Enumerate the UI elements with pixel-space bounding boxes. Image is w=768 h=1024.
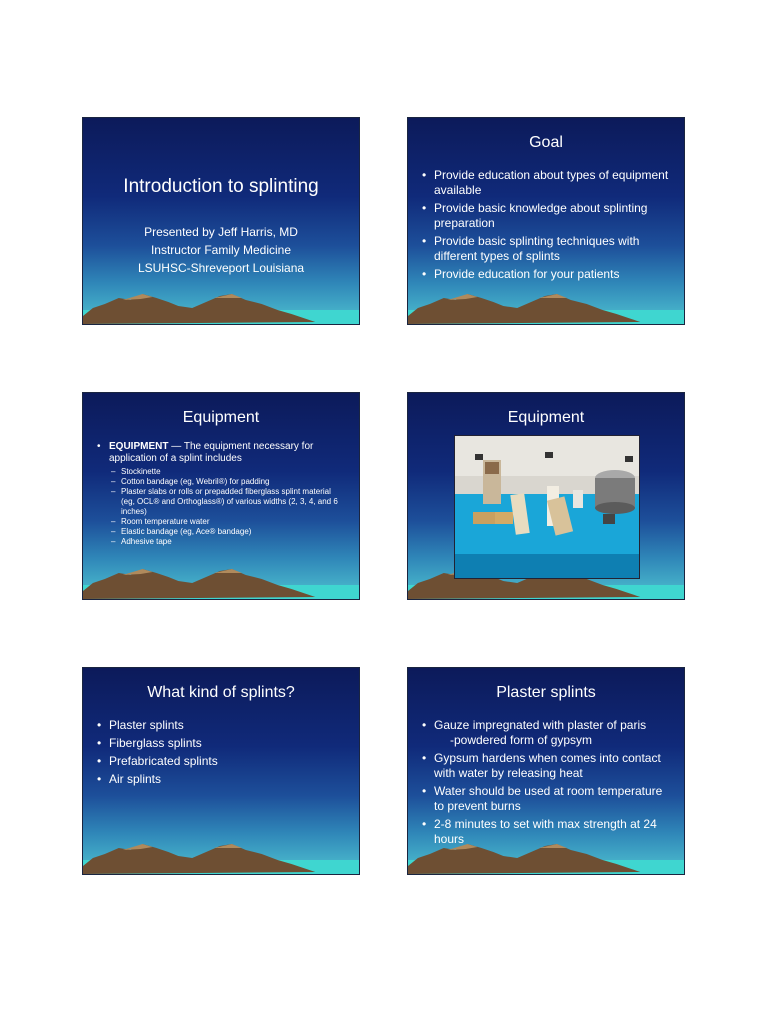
list-item: • Air splints: [97, 772, 347, 787]
splint-types-list: [97, 718, 347, 790]
position-line: Instructor Family Medicine: [150, 243, 292, 257]
list-item: • Provide basic knowledge about splinting preparation: [422, 201, 672, 231]
list-item: – Elastic bandage (eg, Ace® bandage): [109, 527, 345, 537]
list-item: • Gypsum hardens when comes into contact with water by releasing heat: [422, 751, 672, 781]
mountain-landscape: [83, 284, 359, 324]
list-item: – Cotton bandage (eg, Webril®) for padding: [109, 477, 345, 487]
mountain-landscape: [83, 834, 359, 874]
list-item: • Provide education about types of equipment available: [422, 168, 672, 198]
slide-goal: [407, 117, 685, 325]
list-item: – Stockinette: [109, 467, 345, 477]
bullet-text: Gauze impregnated with plaster of paris: [434, 718, 647, 732]
list-item: [97, 441, 345, 547]
slide-plaster-splints: [407, 667, 685, 875]
slide-subtitle: [83, 223, 359, 277]
list-item: • Fiberglass splints: [97, 736, 347, 751]
list-item: – Room temperature water: [109, 517, 345, 527]
list-item: – Adhesive tape: [109, 537, 345, 547]
equipment-sublist: [109, 467, 345, 547]
slide-equipment-list: [82, 392, 360, 600]
list-item: – Plaster slabs or rolls or prepadded fiberglass splint material (eg, OCL® and Orthoglass®) of various widths (2, 3, 4, and 6 inches): [109, 487, 345, 517]
equipment-term: EQUIPMENT: [109, 441, 169, 452]
mountain-landscape: [83, 559, 359, 599]
splinting-supplies-photo: [454, 435, 640, 579]
list-item: • Plaster splints: [97, 718, 347, 733]
list-item: • Water should be used at room temperature to prevent burns: [422, 784, 672, 814]
list-item: [422, 718, 672, 748]
slide-title: Introduction to splinting: [123, 176, 319, 197]
slide-title: Plaster splints: [496, 684, 596, 701]
list-item: • Prefabricated splints: [97, 754, 347, 769]
slide-title: What kind of splints?: [147, 684, 295, 701]
slide-equipment-photo: [407, 392, 685, 600]
slide-introduction: [82, 117, 360, 325]
slide-title: Equipment: [182, 409, 260, 426]
mountain-landscape: [408, 284, 684, 324]
plaster-facts-list: [422, 718, 672, 850]
equipment-list: [97, 441, 345, 547]
institution-line: LSUHSC-Shreveport Louisiana: [137, 261, 305, 275]
list-item: • 2-8 minutes to set with max strength at 24 hours: [422, 817, 672, 847]
mountain-landscape: [408, 834, 684, 874]
goal-list: [422, 168, 672, 285]
slide-title: Goal: [529, 134, 563, 151]
slide-kinds-of-splints: [82, 667, 360, 875]
list-item: • Provide education for your patients: [422, 267, 672, 282]
presenter-line: Presented by Jeff Harris, MD: [144, 225, 298, 239]
bullet-subline: -powdered form of gypsym: [450, 733, 593, 747]
list-item: • Provide basic splinting techniques with different types of splints: [422, 234, 672, 264]
equipment-intro: — The equipment necessary for application of a splint includes: [109, 441, 314, 464]
slide-title: Equipment: [507, 409, 585, 426]
